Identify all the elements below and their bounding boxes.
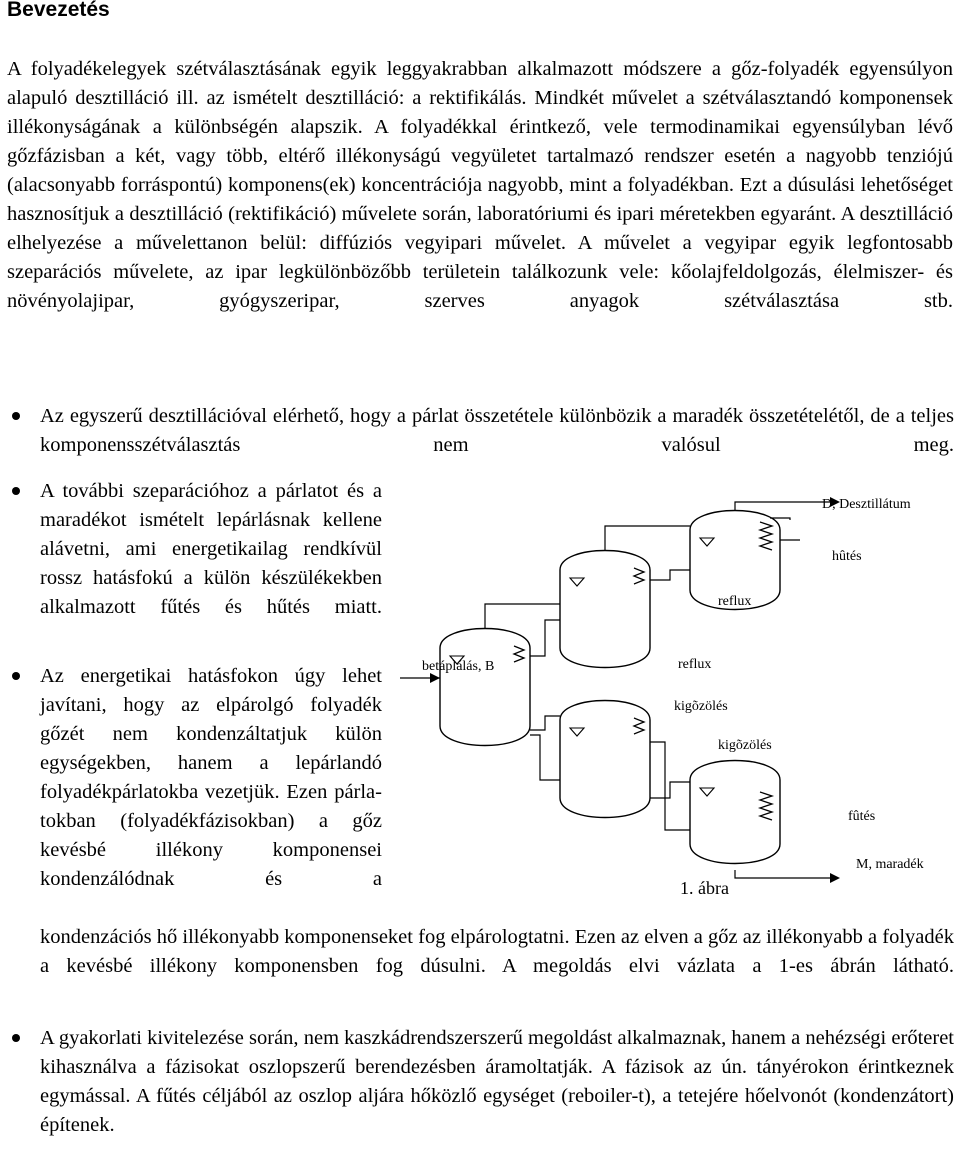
bullet-energy-efficiency-continued: kondenzációs hő illékonyabb komponenseket fog elpárologtatni. Ezen az elven a gőz az illékonyabb a folyadék a kevésbé illékony komponensben fog dúsulni. A megoldás elvi vázlata a 1-es ábrán látható. xyxy=(40,926,954,977)
feed-arrow xyxy=(430,673,440,683)
lower-vessel xyxy=(560,701,650,818)
bullet-further-separation: A további szeparációhoz a párlatot és a maradékot ismételt lepárlásnak kellene alávetni, ami energetikailag rendkívül rossz hatásfokú a külön készülékekben alkalmazott fűtés és hűtés miatt. xyxy=(40,480,382,618)
bullet-marker xyxy=(12,487,20,495)
residue-arrow xyxy=(830,873,840,883)
vapor-line-2 xyxy=(485,604,560,628)
bullet-practical-implementation: A gyakorlati kivitelezése során, nem kaszkádrendszerszerű megoldást alkalmaznak, hanem a nehézségi erőteret kihasználva a fázisokat oszlopszerű berendezésben áramoltatják. A fázisok az ún. tányérokon érintkeznek egymással. A fűtés céljából az oszlop aljára hőközlő egységet (reboiler-t), a tetejére hőelvonót (kondenzátort) építenek. xyxy=(40,1027,954,1136)
bullet-energy-efficiency: Az energetikai hatásfokon úgy lehet javítani, hogy az elpárolgó folyadék gőzét nem kondenzáltatjuk külön egységekben, hanem a lepárlandó folyadékpárlatokba vezetjük. Ezen párlatokban (folyadékfázisokban) a gőz kevésbé illékony komponensei kondenzálódnak és a xyxy=(40,665,382,890)
distillation-cascade-diagram xyxy=(400,480,960,900)
label-condensation-2: kigõzölés xyxy=(718,738,772,753)
label-residue: M, maradék xyxy=(856,857,924,872)
bullet-marker xyxy=(12,412,20,420)
bullet-marker xyxy=(12,1034,20,1042)
label-distillate: D, Desztillátum xyxy=(822,497,911,512)
spray-nozzle-icon xyxy=(570,578,584,586)
spray-nozzle-icon xyxy=(570,728,584,736)
bullet-simple-distillation: Az egyszerű desztillációval elérhető, hogy a párlat összetétele különbözik a maradék összetételétől, de a teljes komponensszétválasztás nem valósul meg. xyxy=(40,405,954,456)
label-reflux-top: reflux xyxy=(718,594,752,609)
label-heating: fûtés xyxy=(848,809,876,824)
middle-vessel xyxy=(440,629,530,746)
heating-coil-icon xyxy=(760,792,772,820)
reflux-line-3 xyxy=(530,735,560,780)
vapor-line-3 xyxy=(530,716,560,730)
label-condensation-1: kigõzölés xyxy=(674,699,728,714)
label-cooling: hûtés xyxy=(832,549,862,564)
residue-line xyxy=(735,870,830,878)
bottom-vessel xyxy=(690,761,780,864)
section-heading: Bevezetés xyxy=(7,0,110,21)
vapor-line-4 xyxy=(650,782,690,798)
reflux-line-2 xyxy=(530,620,560,656)
reflux-line-1 xyxy=(650,570,690,580)
upper-vessel xyxy=(560,551,650,668)
spray-nozzle-icon xyxy=(700,788,714,796)
label-reflux-mid: reflux xyxy=(678,657,712,672)
distillate-line xyxy=(735,502,830,510)
vapor-line-1 xyxy=(605,526,690,550)
intro-paragraph: A folyadékelegyek szétválasztásának egyik leggyakrabban alkalmazott módszere a gőz-folyadék egyensúlyon alapuló desztilláció ill. az ismételt desztilláció: a rektifikálás. Mindkét művelet a szétválasztandó komponensek illékonyságának a különbségén alapszik. A folyadékkal érintkező, vele termodinamikai egyensúlyban lévő gőzfázisban a két, vagy több, eltérő illékonyságú vegyületet tartalmazó rendszer esetén a nagyobb tenziójú (alacsonyabb forráspontú) komponens(ek) koncentrációja nagyobb, mint a folyadékban. Ezt a dúsulási lehetőséget hasznosítjuk a desztilláció (rektifikáció) művelete során, laboratóriumi és ipari méretekben egyaránt. A desztilláció elhelyezése a művelettanon belül: diffúziós vegyipari művelet. A művelet a vegyipar egyik legfontosabb szeparációs művelete, az ipar legkülönbözőbb területein találkozunk vele: kőolajfeldolgozás, élelmiszer- és növényolajipar, gyógyszeripar, szerves anyagok szétválasztása stb. xyxy=(7,58,953,312)
spray-nozzle-icon xyxy=(700,538,714,546)
cooling-coil-icon xyxy=(760,522,772,550)
label-feed: betáplálás, B xyxy=(422,659,495,674)
bullet-marker xyxy=(12,672,20,680)
figure-caption: 1. ábra xyxy=(680,878,729,898)
